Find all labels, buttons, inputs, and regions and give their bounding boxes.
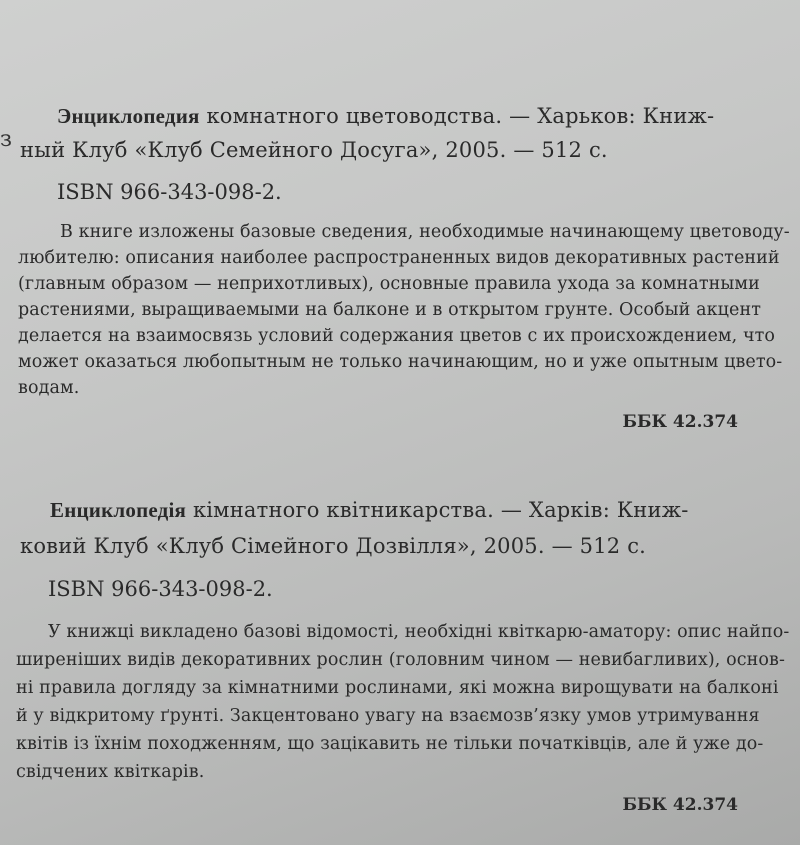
bbk-code: ББК 42.374: [622, 412, 738, 432]
abstract-line: может оказаться любопытным не только начинающим, но и уже опытным цвето-: [18, 352, 783, 372]
abstract-line: У книжці викладено базові відомості, необхідні квіткарю-аматору: опис найпо-: [48, 622, 790, 642]
entry-title-line-2: ковий Клуб «Клуб Сімейного Дозвілля», 2005. — 512 с.: [20, 534, 647, 558]
abstract-line: В книге изложены базовые сведения, необходимые начинающему цветоводу-: [60, 222, 790, 242]
page-edge-glyph: з: [0, 127, 12, 152]
entry-title-bold: Енциклопедія: [50, 498, 187, 522]
entry-title-line-1: [57, 104, 714, 129]
abstract-line: й у відкритому ґрунті. Закцентовано увагу на взаємозв’язку умов утримування: [16, 706, 760, 726]
entry-title-line-1: [50, 498, 689, 523]
isbn-text: ISBN 966-343-098-2.: [57, 180, 282, 204]
abstract-line: квітів із їхнім походженням, що зацікавить не тільки початківців, але й уже до-: [16, 734, 764, 754]
abstract-line: любителю: описания наиболее распространенных видов декоративных растений: [18, 248, 780, 268]
entry-title-bold: Энциклопедия: [57, 104, 200, 128]
isbn-text: ISBN 966-343-098-2.: [48, 577, 273, 601]
abstract-line: делается на взаимосвязь условий содержания цветов с их происхождением, что: [18, 326, 776, 346]
entry-title-line-2: ный Клуб «Клуб Семейного Досуга», 2005. — 512 с.: [20, 138, 608, 162]
abstract-line: ні правила догляду за кімнатними рослинами, які можна вирощувати на балконі: [16, 678, 779, 698]
entry-title-rest: кімнатного квітникарства. — Харків: Книж-: [186, 498, 689, 522]
bbk-code: ББК 42.374: [622, 795, 738, 815]
abstract-line: водам.: [18, 378, 80, 398]
entry-title-rest: комнатного цветоводства. — Харьков: Книж-: [199, 104, 715, 128]
abstract-line: ширеніших видів декоративних рослин (головним чином — невибагливих), основ-: [16, 650, 785, 670]
abstract-line: (главным образом — неприхотливых), основные правила ухода за комнатными: [18, 274, 760, 294]
abstract-line: свідчених квіткарів.: [16, 762, 205, 782]
abstract-line: растениями, выращиваемыми на балконе и в открытом грунте. Особый акцент: [18, 300, 762, 320]
